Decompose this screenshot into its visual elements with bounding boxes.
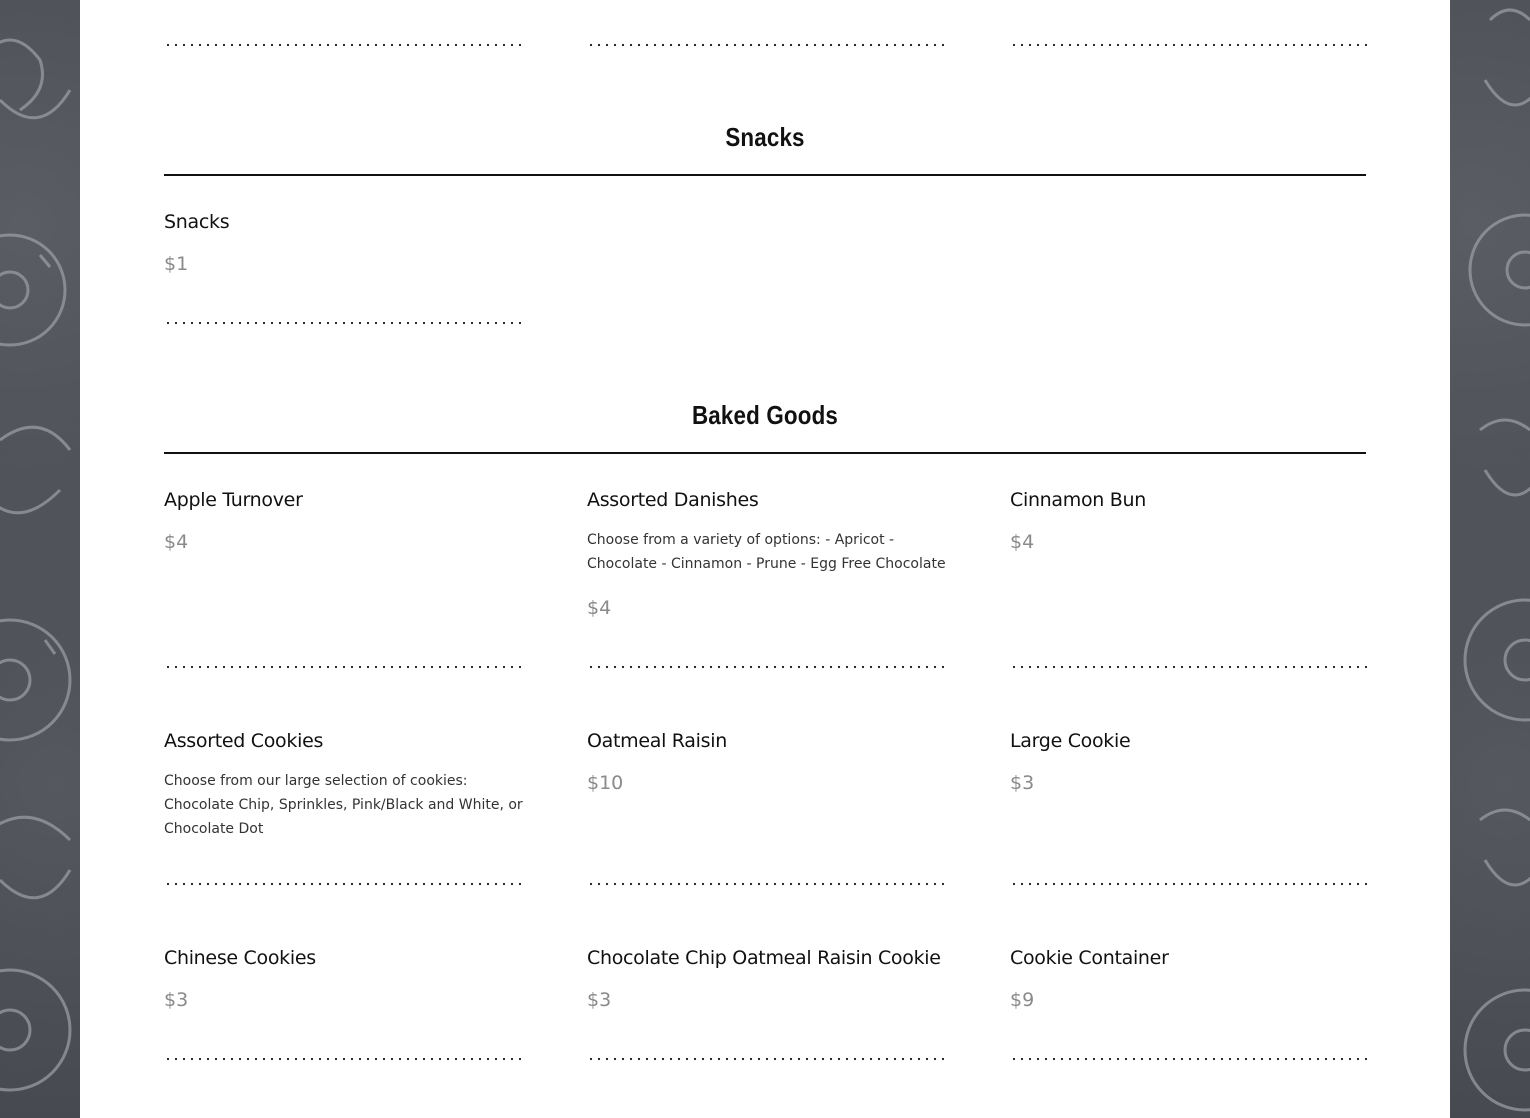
item-separator	[587, 882, 945, 886]
item-separator	[587, 1057, 945, 1061]
item-separator	[164, 43, 522, 47]
bagel-pattern-icon	[0, 0, 80, 1118]
item-price: $4	[164, 531, 189, 553]
item-separator	[1010, 1057, 1368, 1061]
salad-bowl-pattern-icon	[1450, 0, 1530, 1118]
section-title-baked-goods: Baked Goods	[691, 400, 839, 430]
item-price: $3	[164, 989, 189, 1011]
left-background-pattern	[0, 0, 80, 1118]
item-price: $1	[164, 253, 189, 275]
item-name: Apple Turnover	[164, 489, 303, 511]
item-name: Large Cookie	[1010, 730, 1131, 752]
right-background-pattern	[1450, 0, 1530, 1118]
item-name: Cookie Container	[1010, 947, 1169, 969]
item-name: Assorted Cookies	[164, 730, 324, 752]
item-name: Chocolate Chip Oatmeal Raisin Cookie	[587, 947, 941, 969]
section-divider	[164, 174, 1366, 176]
menu-sheet	[80, 0, 1450, 1118]
item-separator	[164, 1057, 522, 1061]
item-separator	[1010, 882, 1368, 886]
item-separator	[164, 321, 522, 325]
item-name: Oatmeal Raisin	[587, 730, 727, 752]
item-separator	[1010, 665, 1368, 669]
section-divider	[164, 452, 1366, 454]
item-separator	[587, 665, 945, 669]
item-name: Cinnamon Bun	[1010, 489, 1147, 511]
section-title-snacks: Snacks	[725, 122, 805, 152]
item-price: $9	[1010, 989, 1035, 1011]
item-separator	[1010, 43, 1368, 47]
item-separator	[164, 665, 522, 669]
item-name: Snacks	[164, 211, 230, 233]
item-price: $4	[1010, 531, 1035, 553]
item-separator	[587, 43, 945, 47]
item-price: $4	[587, 597, 612, 619]
item-description: Choose from a variety of options: - Apricot - Chocolate - Cinnamon - Prune - Egg Free Chocolate	[587, 532, 946, 572]
item-price: $10	[587, 772, 624, 794]
item-name: Chinese Cookies	[164, 947, 316, 969]
item-price: $3	[587, 989, 612, 1011]
item-separator	[164, 882, 522, 886]
item-name: Assorted Danishes	[587, 489, 759, 511]
item-description: Choose from our large selection of cookies: Chocolate Chip, Sprinkles, Pink/Black and White, or Chocolate Dot	[164, 773, 523, 837]
item-price: $3	[1010, 772, 1035, 794]
